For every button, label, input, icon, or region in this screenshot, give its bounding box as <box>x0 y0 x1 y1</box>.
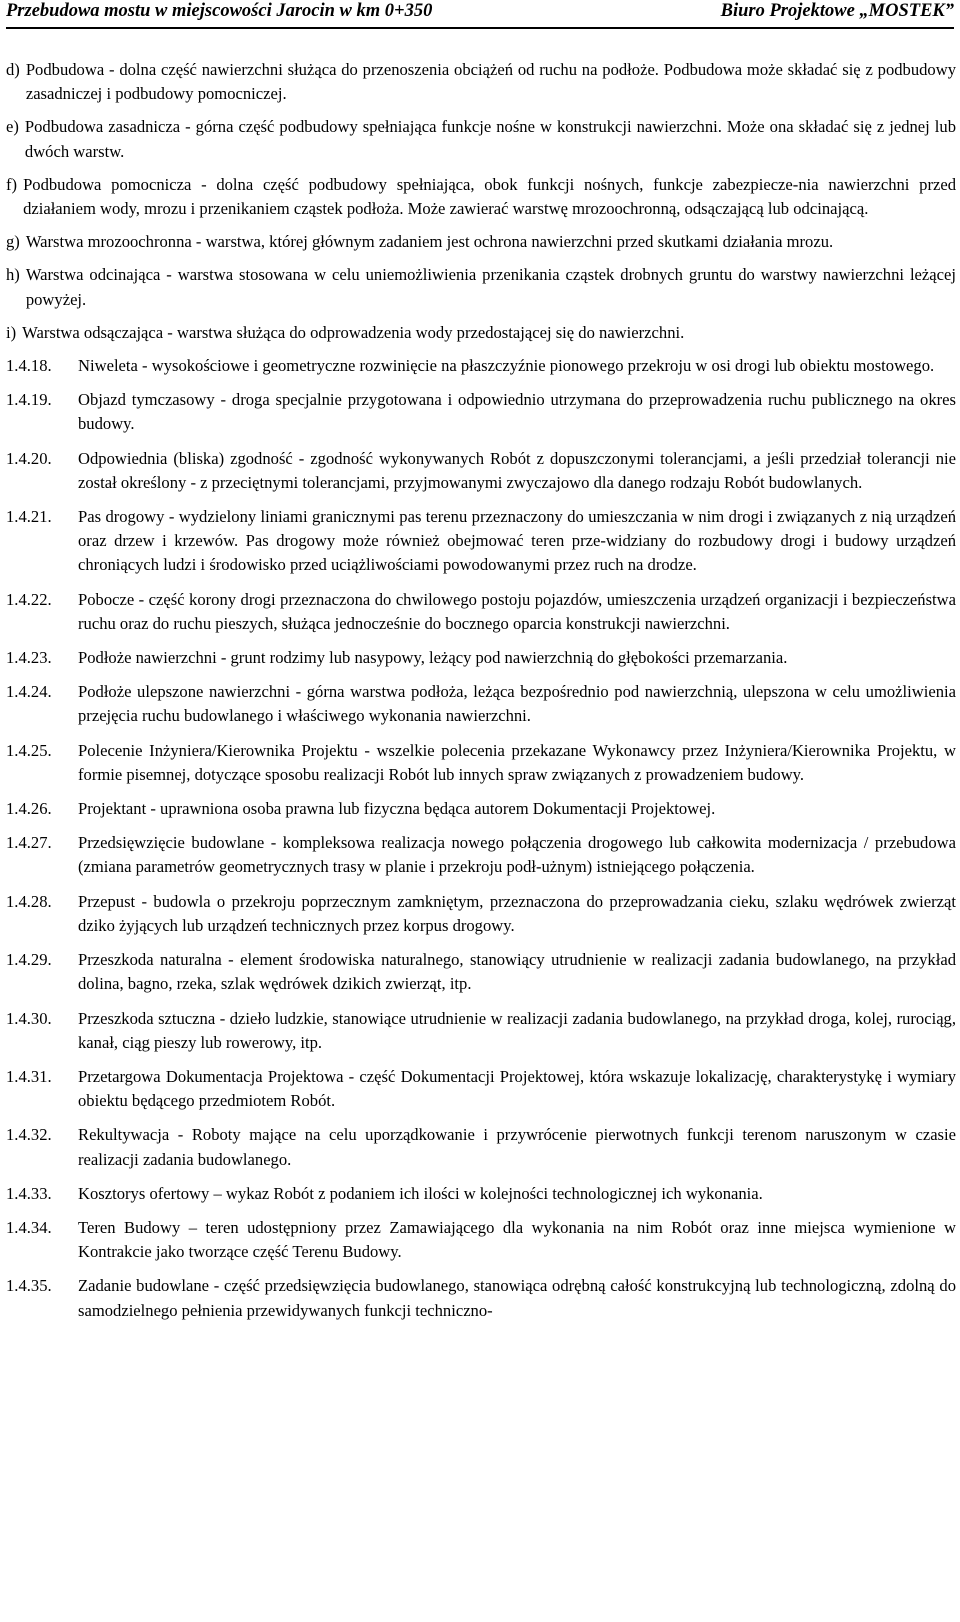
definition-item <box>6 1123 956 1171</box>
definition-text: Podłoże ulepszone nawierzchni - górna warstwa podłoża, leżąca bezpośrednio pod nawierzchnią, ulepszona w celu umożliwienia przejęcia ruchu budowlanego i właściwego wykonania nawierzchni. <box>78 682 956 726</box>
definition-item <box>6 1216 956 1264</box>
definition-number: 1.4.30. <box>6 1008 52 1028</box>
definition-number: 1.4.23. <box>6 648 52 668</box>
list-item <box>6 321 956 345</box>
definition-text: Pas drogowy - wydzielony liniami granicznymi pas terenu przeznaczony do umieszczania w nim drogi i związanych z nią urządzeń oraz drzew i krzewów. Pas drogowy może również obejmować teren prze-widziany do rozbudowy drogi i budowy urządzeń chroniących ludzi i środowisko przed uciążliwościami powodowanymi przez ruch na drodze. <box>78 507 956 575</box>
definition-text: Pobocze - część korony drogi przeznaczona do chwilowego postoju pojazdów, umieszczenia urządzeń organizacji i bezpieczeństwa ruchu oraz do ruchu pieszych, służąca jednocześnie do bocznego oparcia konstrukcji nawierzchni. <box>78 589 956 633</box>
list-item-text: Warstwa odcinająca - warstwa stosowana w celu uniemożliwienia przenikania cząstek drobnych gruntu do warstwy nawierzchni leżącej powyżej. <box>25 265 956 309</box>
document-body <box>6 58 956 1333</box>
definition-number: 1.4.28. <box>6 891 52 911</box>
header-divider <box>6 27 954 29</box>
definition-number: 1.4.20. <box>6 448 52 468</box>
definition-number: 1.4.26. <box>6 799 52 819</box>
header-document-title: Przebudowa mostu w miejscowości Jarocin w km 0+350 <box>6 1 433 21</box>
list-item <box>6 173 956 221</box>
definition-number: 1.4.35. <box>6 1276 52 1296</box>
definition-number: 1.4.19. <box>6 390 52 410</box>
definition-number: 1.4.22. <box>6 589 52 609</box>
definition-item <box>6 505 956 578</box>
list-item-text: Warstwa odsączająca - warstwa służąca do odprowadzenia wody przedostającej się do nawierzchni. <box>22 322 685 342</box>
list-item <box>6 230 956 254</box>
definition-item <box>6 1065 956 1113</box>
list-item-text: Podbudowa - dolna część nawierzchni służąca do przenoszenia obciążeń od ruchu na podłoże. Podbudowa może składać się z podbudowy zasadniczej i podbudowy pomocniczej. <box>25 60 956 104</box>
definition-text: Przedsięwzięcie budowlane - kompleksowa realizacja nowego połączenia drogowego lub całkowita modernizacja / przebudowa (zmiana parametrów geometrycznych trasy w planie i przekroju podł-użnym) istniejącego połączenia. <box>78 833 956 877</box>
definition-text: Objazd tymczasowy - droga specjalnie przygotowana i odpowiednio utrzymana do przeprowadzenia ruchu publicznego na okres budowy. <box>78 390 956 434</box>
definition-text: Przeszkoda sztuczna - dzieło ludzkie, stanowiące utrudnienie w realizacji zadania budowlanego, na przykład droga, kolej, rurociąg, kanał, ciąg pieszy lub rowerowy, itp. <box>78 1008 956 1052</box>
definition-number: 1.4.21. <box>6 507 52 527</box>
definition-text: Projektant - uprawniona osoba prawna lub fizyczna będąca autorem Dokumentacji Projektowej. <box>78 799 716 819</box>
definition-item <box>6 447 956 495</box>
header-company-name: Biuro Projektowe „MOSTEK” <box>720 1 954 21</box>
list-item-label: g) <box>6 232 20 252</box>
list-item-text: Podbudowa pomocnicza - dolna część podbudowy spełniająca, obok funkcji nośnych, funkcje zabezpiecze-nia nawierzchni przed działaniem wody, mrozu i przenikaniem cząstek podłoża. Może zawierać warstwę mrozoochronną, odsączającą lub odcinającą. <box>23 174 956 219</box>
definition-text: Polecenie Inżyniera/Kierownika Projektu - wszelkie polecenia przekazane Wykonawcy przez Inżyniera/Kierownika Projektu, w formie pisemnej, dotyczące sposobu realizacji Robót lub innych spraw związanych z prowadzeniem budowy. <box>78 740 956 784</box>
page-header <box>6 0 954 24</box>
definition-text: Przepust - budowla o przekroju poprzecznym zamkniętym, przeznaczona do przeprowadzania cieku, szlaku wędrówek zwierząt dziko żyjących lub urządzeń technicznych przez korpus drogowy. <box>78 891 956 935</box>
definition-item <box>6 1182 956 1206</box>
list-item-label: e) <box>6 117 19 137</box>
definition-text: Rekultywacja - Roboty mające na celu uporządkowanie i przywrócenie pierwotnych funkcji terenom naruszonym w czasie realizacji zadania budowlanego. <box>78 1125 956 1169</box>
definition-number: 1.4.33. <box>6 1183 52 1203</box>
definition-number: 1.4.25. <box>6 740 52 760</box>
list-item <box>6 263 956 311</box>
list-item-text: Warstwa mrozoochronna - warstwa, której głównym zadaniem jest ochrona nawierzchni przed skutkami działania mrozu. <box>25 232 834 252</box>
definitions-list <box>6 354 956 1323</box>
definition-item <box>6 831 956 879</box>
list-item-label: f) <box>6 174 18 194</box>
definition-number: 1.4.31. <box>6 1066 52 1086</box>
definition-text: Podłoże nawierzchni - grunt rodzimy lub nasypowy, leżący pod nawierzchnią do głębokości przemarzania. <box>78 648 788 668</box>
definition-item <box>6 646 956 670</box>
definition-number: 1.4.32. <box>6 1125 52 1145</box>
list-item-label: h) <box>6 265 20 285</box>
definition-item <box>6 388 956 436</box>
definition-item <box>6 890 956 938</box>
definition-item <box>6 1274 956 1322</box>
definition-text: Kosztorys ofertowy – wykaz Robót z podaniem ich ilości w kolejności technologicznej ich wykonania. <box>78 1183 763 1203</box>
definition-item <box>6 739 956 787</box>
definition-item <box>6 588 956 636</box>
definition-number: 1.4.24. <box>6 682 52 702</box>
list-item <box>6 115 956 163</box>
definition-text: Zadanie budowlane - część przedsięwzięcia budowlanego, stanowiąca odrębną całość konstrukcyjną lub technologiczną, zdolną do samodzielnego pełnienia przewidywanych funkcji techniczno- <box>78 1276 956 1320</box>
definition-text: Teren Budowy – teren udostępniony przez Zamawiającego dla wykonania na nim Robót oraz inne miejsca wymienione w Kontrakcie jako tworzące część Terenu Budowy. <box>78 1217 956 1262</box>
definition-number: 1.4.27. <box>6 833 52 853</box>
list-item <box>6 58 956 106</box>
definition-item <box>6 354 956 378</box>
definition-item <box>6 948 956 996</box>
definition-text: Odpowiednia (bliska) zgodność - zgodność wykonywanych Robót z dopuszczonymi tolerancjami, a jeśli przedział tolerancji nie został określony - z przeciętnymi tolerancjami, przyjmowanymi zwyczajowo dla danego rodzaju Robót budowlanych. <box>78 448 956 492</box>
definition-item <box>6 1007 956 1055</box>
sublist <box>6 58 956 345</box>
definition-text: Przeszkoda naturalna - element środowiska naturalnego, stanowiący utrudnienie w realizacji zadania budowlanego, na przykład dolina, bagno, rzeka, szlak wędrówek dzikich zwierząt, itp. <box>78 950 956 994</box>
definition-item <box>6 680 956 728</box>
definition-text: Przetargowa Dokumentacja Projektowa - część Dokumentacji Projektowej, która wskazuje lokalizację, charakterystykę i wymiary obiektu będącego przedmiotem Robót. <box>78 1066 956 1111</box>
list-item-label: i) <box>6 322 17 342</box>
definition-text: Niweleta - wysokościowe i geometryczne rozwinięcie na płaszczyźnie pionowego przekroju w osi drogi lub obiektu mostowego. <box>78 356 935 376</box>
definition-number: 1.4.34. <box>6 1217 52 1237</box>
list-item-label: d) <box>6 60 20 79</box>
definition-number: 1.4.18. <box>6 356 52 376</box>
list-item-text: Podbudowa zasadnicza - górna część podbudowy spełniająca funkcje nośne w konstrukcji nawierzchni. Może ona składać się z jednej lub dwóch warstw. <box>24 117 956 161</box>
definition-number: 1.4.29. <box>6 950 52 970</box>
definition-item <box>6 797 956 821</box>
